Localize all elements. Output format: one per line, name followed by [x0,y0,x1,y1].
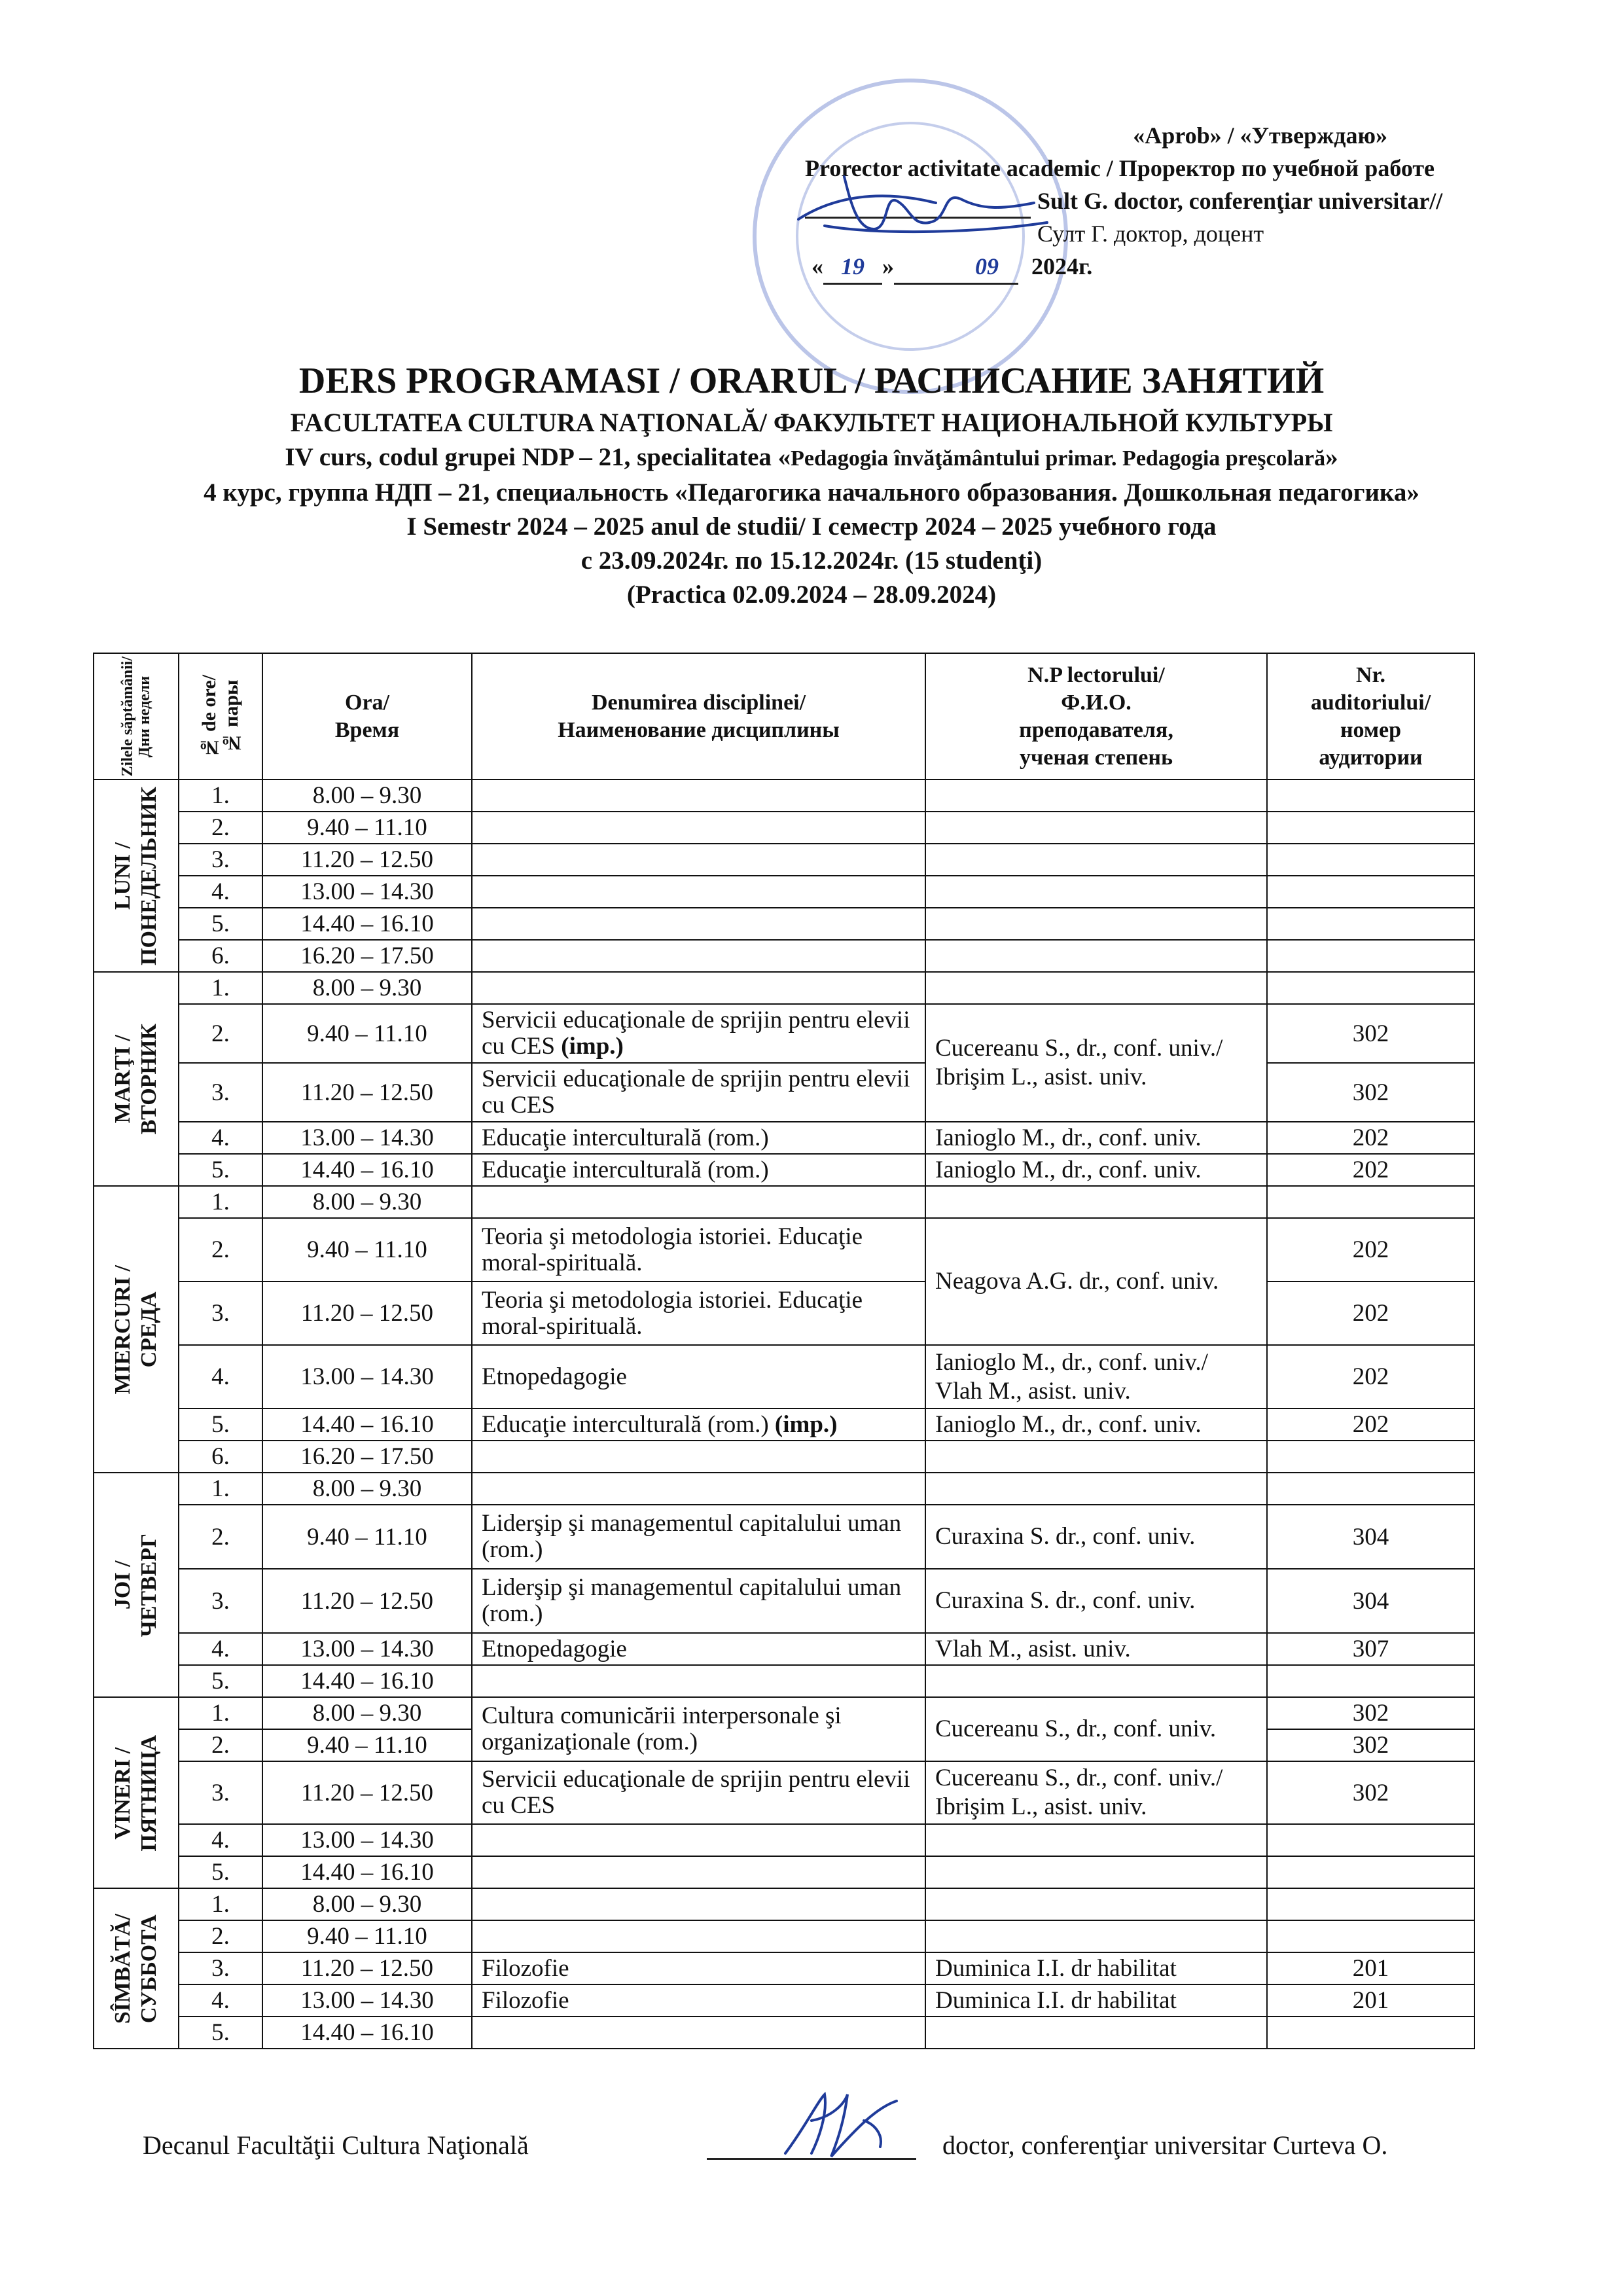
lesson-subject: Teoria şi metodologia istoriei. Educaţie moral-spirituală. [472,1282,925,1345]
lesson-number: 6. [179,940,262,972]
lesson-room: 202 [1267,1282,1474,1345]
lesson-number: 6. [179,1441,262,1473]
table-row [94,812,1474,844]
lesson-time: 13.00 – 14.30 [262,1122,472,1154]
lesson-subject: Filozofie [472,1984,925,2017]
table-row [94,1408,1474,1441]
lesson-room [1267,908,1474,940]
lesson-number: 3. [179,1761,262,1824]
lesson-lecturer: Ianioglo M., dr., conf. univ. [925,1408,1267,1441]
approval-date: « 19 » 09 2024г. [805,250,1512,285]
lesson-number: 5. [179,908,262,940]
lesson-lecturer [925,780,1267,812]
lesson-number: 2. [179,1729,262,1761]
table-row [94,1154,1474,1186]
column-header-number: № de ore/ № пары [179,653,262,780]
document-titles [0,357,1623,612]
lesson-number: 3. [179,1569,262,1633]
lesson-subject [472,1441,925,1473]
approval-date-day: 19 [823,250,882,285]
lesson-lecturer [925,1665,1267,1697]
lesson-subject [472,1473,925,1505]
lesson-subject [472,780,925,812]
lesson-subject: Liderşip şi managementul capitalului uman (rom.) [472,1505,925,1569]
lesson-subject [472,1856,925,1888]
column-header-day: Zilele săptămânii/ Дни недели [94,653,179,780]
lesson-subject [472,1920,925,1952]
dean-title-name: doctor, conferenţiar universitar Curteva O. [942,2130,1388,2160]
lesson-room [1267,2017,1474,2049]
lesson-time: 8.00 – 9.30 [262,1186,472,1218]
lesson-time: 8.00 – 9.30 [262,972,472,1004]
table-row [94,1824,1474,1856]
lesson-number: 4. [179,1824,262,1856]
lesson-subject [472,940,925,972]
table-row [94,1282,1474,1345]
lesson-lecturer [925,940,1267,972]
lesson-subject: Etnopedagogie [472,1633,925,1665]
lesson-subject: Servicii educaţionale de sprijin pentru elevii cu CES [472,1761,925,1824]
lesson-number: 1. [179,1697,262,1729]
table-row [94,1984,1474,2017]
lesson-room [1267,1824,1474,1856]
table-row [94,1441,1474,1473]
lesson-number: 1. [179,780,262,812]
lesson-number: 3. [179,1063,262,1122]
approval-date-year: 2024г. [1031,253,1093,279]
dean-label: Decanul Facultăţii Cultura Naţională [143,2130,529,2160]
lesson-lecturer [925,1441,1267,1473]
lesson-number: 2. [179,812,262,844]
table-row [94,1856,1474,1888]
lesson-subject: Educaţie interculturală (rom.) [472,1154,925,1186]
lesson-lecturer: Curaxina S. dr., conf. univ. [925,1505,1267,1569]
lesson-lecturer: Duminica I.I. dr habilitat [925,1952,1267,1984]
lesson-room: 202 [1267,1408,1474,1441]
table-row [94,1920,1474,1952]
lesson-room [1267,812,1474,844]
schedule-table [93,653,1475,2049]
lesson-subject: Educaţie interculturală (rom.) (imp.) [472,1408,925,1441]
lesson-time: 9.40 – 11.10 [262,1218,472,1282]
lesson-number: 2. [179,1920,262,1952]
day-cell-saturday: SÎMBĂTĂ/ СУББОТА [94,1888,179,2049]
lesson-lecturer [925,1824,1267,1856]
table-row [94,844,1474,876]
lesson-time: 13.00 – 14.30 [262,1824,472,1856]
lesson-subject: Filozofie [472,1952,925,1984]
day-cell-wednesday: MIERCURI / СРЕДА [94,1186,179,1473]
lesson-room [1267,1441,1474,1473]
lesson-room [1267,940,1474,972]
lesson-room: 202 [1267,1122,1474,1154]
lesson-subject [472,1888,925,1920]
lesson-subject: Servicii educaţionale de sprijin pentru elevii cu CES (imp.) [472,1004,925,1063]
approval-title: «Aprob» / «Утверждаю» [1133,122,1387,149]
lesson-lecturer: Cucereanu S., dr., conf. univ./ Ibrişim L., asist. univ. [925,1761,1267,1824]
day-cell-monday: LUNI / ПОНЕДЕЛЬНИК [94,780,179,972]
lesson-number: 4. [179,1122,262,1154]
lesson-room [1267,1888,1474,1920]
lesson-time: 14.40 – 16.10 [262,1856,472,1888]
lesson-room: 302 [1267,1063,1474,1122]
lesson-lecturer [925,1888,1267,1920]
lesson-lecturer [925,1920,1267,1952]
lesson-time: 14.40 – 16.10 [262,1665,472,1697]
lesson-subject: Liderşip şi managementul capitalului uman (rom.) [472,1569,925,1633]
lesson-lecturer [925,844,1267,876]
lesson-lecturer: Curaxina S. dr., conf. univ. [925,1569,1267,1633]
lesson-room: 307 [1267,1633,1474,1665]
column-header-subject: Denumirea disciplinei/ Наименование дисциплины [472,653,925,780]
lesson-subject: Etnopedagogie [472,1345,925,1408]
lesson-lecturer: Ianioglo M., dr., conf. univ. [925,1122,1267,1154]
lesson-number: 2. [179,1004,262,1063]
table-row [94,1218,1474,1282]
lesson-lecturer: Cucereanu S., dr., conf. univ. [925,1697,1267,1761]
lesson-room: 202 [1267,1218,1474,1282]
lesson-room: 304 [1267,1505,1474,1569]
lesson-room [1267,1473,1474,1505]
table-row [94,1063,1474,1122]
lesson-time: 11.20 – 12.50 [262,1761,472,1824]
lesson-number: 5. [179,1856,262,1888]
table-row [94,1505,1474,1569]
approval-signature [785,164,1060,249]
lesson-lecturer: Vlah M., asist. univ. [925,1633,1267,1665]
dean-signature [766,2081,910,2166]
lesson-room: 302 [1267,1004,1474,1063]
lesson-lecturer [925,2017,1267,2049]
lesson-time: 13.00 – 14.30 [262,1984,472,2017]
lesson-time: 14.40 – 16.10 [262,2017,472,2049]
lesson-number: 1. [179,1186,262,1218]
lesson-time: 8.00 – 9.30 [262,780,472,812]
lesson-time: 13.00 – 14.30 [262,1345,472,1408]
lesson-number: 2. [179,1218,262,1282]
table-row [94,972,1474,1004]
lesson-subject [472,1665,925,1697]
lesson-time: 11.20 – 12.50 [262,1952,472,1984]
approval-date-month: 09 [894,250,1018,285]
document-title: DERS PROGRAMASI / ORARUL / РАСПИСАНИЕ ЗАНЯТИЙ [298,361,1325,401]
lesson-time: 16.20 – 17.50 [262,1441,472,1473]
lesson-time: 11.20 – 12.50 [262,1282,472,1345]
lesson-room [1267,876,1474,908]
period-line: с 23.09.2024г. по 15.12.2024г. (15 studenţi) [580,547,1043,575]
lesson-room [1267,780,1474,812]
lesson-room: 201 [1267,1952,1474,1984]
lesson-lecturer: Ianioglo M., dr., conf. univ. [925,1154,1267,1186]
table-row [94,2017,1474,2049]
table-row [94,908,1474,940]
day-cell-friday: VINERI / ПЯТНИЦА [94,1697,179,1888]
day-cell-tuesday: MARŢI / ВТОРНИК [94,972,179,1186]
table-row [94,876,1474,908]
table-row [94,780,1474,812]
column-header-time: Ora/ Время [262,653,472,780]
lesson-room [1267,1186,1474,1218]
approval-name-ru: Султ Г. доктор, доцент [1037,221,1264,247]
semester-line: I Semestr 2024 – 2025 anul de studii/ I семестр 2024 – 2025 учебного года [406,512,1217,541]
lesson-subject [472,876,925,908]
day-cell-thursday: JOI / ЧЕТВЕРГ [94,1473,179,1697]
table-row [94,1952,1474,1984]
lesson-lecturer [925,1186,1267,1218]
lesson-room [1267,1920,1474,1952]
course-line-ro: IV curs, codul grupei NDP – 21, specialitatea «Pedagogia învăţământului primar. Pedagogia preşcolară» [285,443,1338,471]
lesson-time: 9.40 – 11.10 [262,812,472,844]
course-line-ru: 4 курс, группа НДП – 21, специальность «Педагогика начального образования. Дошкольная педагогика» [204,478,1419,507]
lesson-subject [472,2017,925,2049]
lesson-lecturer [925,1473,1267,1505]
lesson-time: 9.40 – 11.10 [262,1505,472,1569]
lesson-number: 5. [179,1154,262,1186]
lesson-room [1267,972,1474,1004]
lesson-room: 302 [1267,1761,1474,1824]
lesson-number: 2. [179,1505,262,1569]
lesson-subject [472,1186,925,1218]
approval-position: Prorector activitate academic / Проректор по учебной работе [805,155,1435,181]
lesson-number: 5. [179,2017,262,2049]
lesson-number: 1. [179,972,262,1004]
lesson-time: 16.20 – 17.50 [262,940,472,972]
lesson-lecturer [925,972,1267,1004]
lesson-lecturer [925,812,1267,844]
lesson-subject [472,908,925,940]
lesson-number: 4. [179,1984,262,2017]
table-header-row [94,653,1474,780]
table-row [94,1633,1474,1665]
table-row [94,1761,1474,1824]
lesson-time: 9.40 – 11.10 [262,1920,472,1952]
lesson-number: 3. [179,844,262,876]
lesson-number: 3. [179,1952,262,1984]
lesson-lecturer [925,908,1267,940]
faculty-name: FACULTATEA CULTURA NAŢIONALĂ/ ФАКУЛЬТЕТ НАЦИОНАЛЬНОЙ КУЛЬТУРЫ [290,408,1333,437]
lesson-time: 11.20 – 12.50 [262,844,472,876]
table-row [94,1186,1474,1218]
table-row [94,940,1474,972]
lesson-time: 14.40 – 16.10 [262,908,472,940]
lesson-room [1267,1665,1474,1697]
lesson-time: 9.40 – 11.10 [262,1729,472,1761]
lesson-lecturer [925,876,1267,908]
lesson-room [1267,1856,1474,1888]
lesson-room: 202 [1267,1154,1474,1186]
lesson-number: 5. [179,1408,262,1441]
lesson-lecturer: Neagova A.G. dr., conf. univ. [925,1218,1267,1345]
lesson-time: 8.00 – 9.30 [262,1888,472,1920]
lesson-subject [472,844,925,876]
lesson-number: 4. [179,876,262,908]
lesson-subject: Cultura comunicării interpersonale şi organizaţionale (rom.) [472,1697,925,1761]
table-row [94,1569,1474,1633]
lesson-room: 304 [1267,1569,1474,1633]
column-header-lecturer: N.P lectorului/ Ф.И.О. преподавателя, ученая степень [925,653,1267,780]
lesson-time: 13.00 – 14.30 [262,876,472,908]
table-row [94,1345,1474,1408]
lesson-time: 13.00 – 14.30 [262,1633,472,1665]
lesson-number: 5. [179,1665,262,1697]
lesson-time: 14.40 – 16.10 [262,1154,472,1186]
lesson-subject: Educaţie interculturală (rom.) [472,1122,925,1154]
table-row [94,1665,1474,1697]
lesson-time: 11.20 – 12.50 [262,1063,472,1122]
lesson-room: 302 [1267,1729,1474,1761]
approval-name-ro: Sult G. doctor, conferenţiar universitar// [1037,188,1443,214]
lesson-number: 3. [179,1282,262,1345]
lesson-time: 11.20 – 12.50 [262,1569,472,1633]
table-row [94,1473,1474,1505]
lesson-room [1267,844,1474,876]
lesson-lecturer: Ianioglo M., dr., conf. univ./ Vlah M., asist. univ. [925,1345,1267,1408]
lesson-number: 1. [179,1473,262,1505]
practice-line: (Practica 02.09.2024 – 28.09.2024) [626,581,997,609]
lesson-subject: Teoria şi metodologia istoriei. Educaţie moral-spirituală. [472,1218,925,1282]
lesson-room: 302 [1267,1697,1474,1729]
table-row [94,1888,1474,1920]
lesson-subject [472,1824,925,1856]
lesson-room: 201 [1267,1984,1474,2017]
table-row [94,1697,1474,1729]
lesson-time: 9.40 – 11.10 [262,1004,472,1063]
lesson-time: 8.00 – 9.30 [262,1473,472,1505]
table-row [94,1004,1474,1063]
column-header-room: Nr. auditoriului/ номер аудитории [1267,653,1474,780]
lesson-number: 4. [179,1345,262,1408]
lesson-number: 4. [179,1633,262,1665]
lesson-subject [472,812,925,844]
lesson-lecturer [925,1856,1267,1888]
table-row [94,1122,1474,1154]
lesson-time: 8.00 – 9.30 [262,1697,472,1729]
lesson-room: 202 [1267,1345,1474,1408]
lesson-lecturer: Cucereanu S., dr., conf. univ./ Ibrişim L., asist. univ. [925,1004,1267,1122]
lesson-subject [472,972,925,1004]
lesson-time: 14.40 – 16.10 [262,1408,472,1441]
lesson-number: 1. [179,1888,262,1920]
lesson-subject: Servicii educaţionale de sprijin pentru elevii cu CES [472,1063,925,1122]
lesson-lecturer: Duminica I.I. dr habilitat [925,1984,1267,2017]
